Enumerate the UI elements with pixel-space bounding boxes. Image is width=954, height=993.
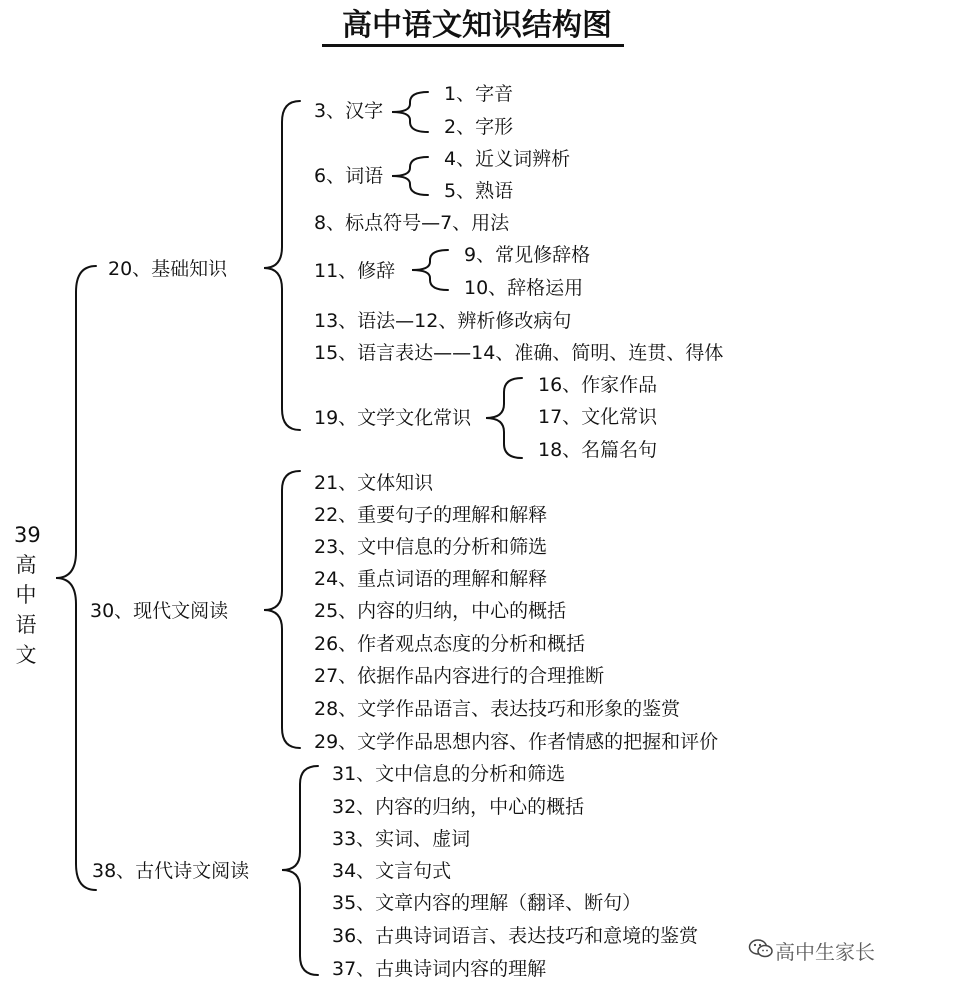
modern-item: 24、重点词语的理解和解释 bbox=[314, 568, 548, 590]
root-number: 39 bbox=[14, 523, 41, 547]
modern-brace bbox=[264, 471, 300, 748]
biaodian-item: 8、标点符号—7、用法 bbox=[314, 212, 510, 234]
classical-brace bbox=[282, 766, 318, 975]
wenxue-sub-item: 16、作家作品 bbox=[538, 374, 658, 396]
wenxue-sub-item: 18、名篇名句 bbox=[538, 439, 658, 461]
ciyu-sub-item: 4、近义词辨析 bbox=[444, 148, 571, 170]
ciyu-label: 6、词语 bbox=[314, 165, 384, 187]
modern-item: 22、重要句子的理解和解释 bbox=[314, 504, 548, 526]
wenxue-label: 19、文学文化常识 bbox=[314, 407, 472, 429]
wechat-icon bbox=[748, 938, 774, 960]
diagram-title: 高中语文知识结构图 bbox=[342, 8, 612, 43]
modern-item: 29、文学作品思想内容、作者情感的把握和评价 bbox=[314, 731, 719, 753]
modern-item: 26、作者观点态度的分析和概括 bbox=[314, 633, 586, 655]
yuyan-item: 15、语言表达——14、准确、简明、连贯、得体 bbox=[314, 342, 724, 364]
ciyu-brace bbox=[392, 157, 428, 195]
xiuci-sub-item: 9、常见修辞格 bbox=[464, 244, 591, 266]
root-brace bbox=[56, 266, 96, 890]
wenxue-sub-item: 17、文化常识 bbox=[538, 406, 658, 428]
root-char: 中 bbox=[15, 583, 37, 607]
classical-item: 37、古典诗词内容的理解 bbox=[332, 958, 547, 980]
root-char: 文 bbox=[15, 643, 37, 667]
wenxue-brace bbox=[486, 378, 522, 458]
classical-item: 31、文中信息的分析和筛选 bbox=[332, 763, 566, 785]
hanzi-label: 3、汉字 bbox=[314, 100, 384, 122]
ciyu-sub-item: 5、熟语 bbox=[444, 180, 514, 202]
xiuci-sub-item: 10、辞格运用 bbox=[464, 277, 584, 299]
watermark-text: 高中生家长 bbox=[775, 940, 875, 964]
classical-item: 35、文章内容的理解（翻译、断句） bbox=[332, 892, 642, 914]
classical-item: 32、内容的归纳，中心的概括 bbox=[332, 796, 585, 818]
basic-brace bbox=[264, 101, 300, 430]
modern-item: 27、依据作品内容进行的合理推断 bbox=[314, 665, 605, 687]
branch-basic-label: 20、基础知识 bbox=[108, 258, 228, 280]
modern-item: 25、内容的归纳，中心的概括 bbox=[314, 600, 567, 622]
modern-item: 28、文学作品语言、表达技巧和形象的鉴赏 bbox=[314, 698, 681, 720]
modern-item: 23、文中信息的分析和筛选 bbox=[314, 536, 548, 558]
branch-classical-label: 38、古代诗文阅读 bbox=[92, 860, 250, 882]
yufa-item: 13、语法—12、辨析修改病句 bbox=[314, 310, 572, 332]
hanzi-sub-item: 2、字形 bbox=[444, 116, 514, 138]
hanzi-sub-item: 1、字音 bbox=[444, 83, 514, 105]
modern-item: 21、文体知识 bbox=[314, 472, 434, 494]
classical-item: 33、实词、虚词 bbox=[332, 828, 471, 850]
classical-item: 34、文言句式 bbox=[332, 860, 452, 882]
classical-item: 36、古典诗词语言、表达技巧和意境的鉴赏 bbox=[332, 925, 699, 947]
xiuci-label: 11、修辞 bbox=[314, 260, 396, 282]
hanzi-brace bbox=[392, 92, 428, 132]
branch-modern-label: 30、现代文阅读 bbox=[90, 600, 229, 622]
xiuci-brace bbox=[412, 250, 448, 290]
root-char: 高 bbox=[15, 553, 37, 577]
root-char: 语 bbox=[15, 613, 37, 637]
